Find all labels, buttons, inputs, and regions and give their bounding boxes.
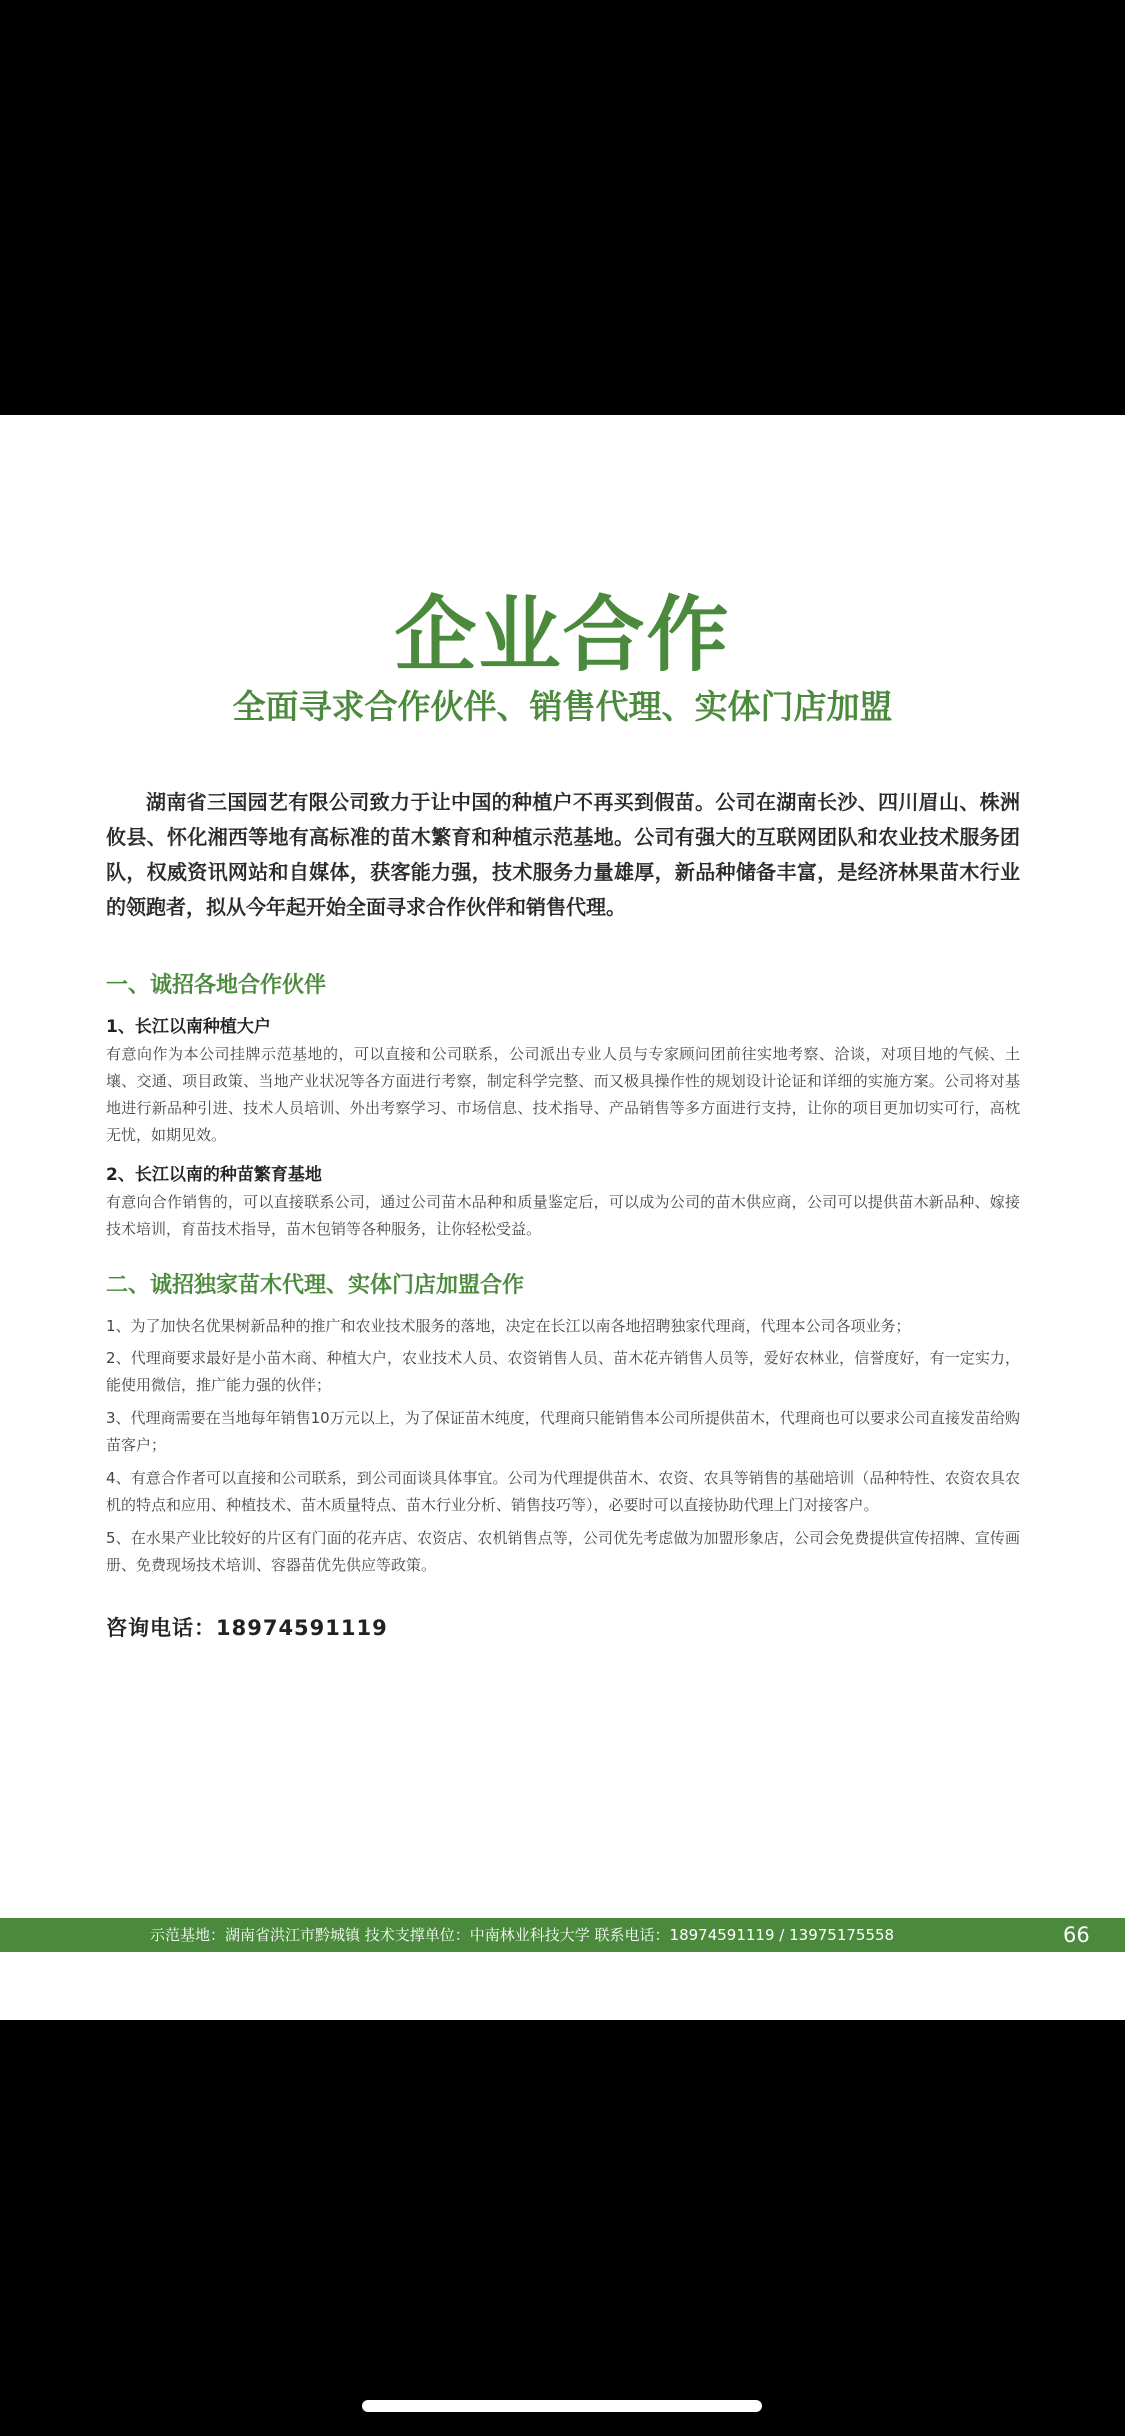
intro-paragraph: 湖南省三国园艺有限公司致力于让中国的种植户不再买到假苗。公司在湖南长沙、四川眉山、株洲攸县、怀化湘西等地有高标准的苗木繁育和种植示范基地。公司有强大的互联网团队和农业技术服务团队，权威资讯网站和自媒体，获客能力强，技术服务力量雄厚，新品种储备丰富，是经济林果苗木行业的领跑者，拟从今年起开始全面寻求合作伙伴和销售代理。 xyxy=(106,790,1020,919)
footer-info: 示范基地：湖南省洪江市黔城镇 技术支撑单位：中南林业科技大学 联系电话：18974591119 / 13975175558 xyxy=(150,1926,895,1944)
page-title: 企业合作 xyxy=(394,588,731,683)
section2-item-3: 3、代理商需要在当地每年销售10万元以上，为了保证苗木纯度，代理商只能销售本公司所提供苗木，代理商也可以要求公司直接发苗给购苗客户； xyxy=(106,1409,1020,1454)
section1-sub1-text: 有意向作为本公司挂牌示范基地的，可以直接和公司联系，公司派出专业人员与专家顾问团前往实地考察、洽谈，对项目地的气候、土壤、交通、项目政策、当地产业状况等各方面进行考察，制定科学完整、而又极具操作性的规划设计论证和详细的实施方案。公司将对基地进行新品种引进、技术人员培训、外出考察学习、市场信息、技术指导、产品销售等多方面进行支持，让你的项目更加切实可行，高枕无忧，如期见效。 xyxy=(106,1045,1020,1144)
contact-phone: 咨询电话：18974591119 xyxy=(106,1616,388,1640)
section2-item-1: 1、为了加快名优果树新品种的推广和农业技术服务的落地，决定在长江以南各地招聘独家代理商，代理本公司各项业务； xyxy=(106,1317,911,1335)
footer-bar xyxy=(0,1918,1125,1952)
section2-heading: 二、诚招独家苗木代理、实体门店加盟合作 xyxy=(106,1273,525,1298)
section1-heading: 一、诚招各地合作伙伴 xyxy=(106,973,327,998)
section2-item-2: 2、代理商要求最好是小苗木商、种植大户，农业技术人员、农资销售人员、苗木花卉销售人员等，爱好农林业，信誉度好，有一定实力，能使用微信，推广能力强的伙伴； xyxy=(106,1349,1020,1394)
page-number: 66 xyxy=(1063,1923,1090,1947)
page-subtitle: 全面寻求合作伙伴、销售代理、实体门店加盟 xyxy=(232,687,893,726)
section1-sub2-text: 有意向合作销售的，可以直接联系公司，通过公司苗木品种和质量鉴定后，可以成为公司的苗木供应商，公司可以提供苗木新品种、嫁接技术培训，育苗技术指导，苗木包销等各种服务，让你轻松受益。 xyxy=(106,1193,1020,1238)
section1-sub1-heading: 1、长江以南种植大户 xyxy=(106,1017,271,1037)
section1-sub2-heading: 2、长江以南的种苗繁育基地 xyxy=(106,1165,322,1185)
section2-item-4: 4、有意合作者可以直接和公司联系，到公司面谈具体事宜。公司为代理提供苗木、农资、农具等销售的基础培训（品种特性、农资农具农机的特点和应用、种植技术、苗木质量特点、苗木行业分析、销售技巧等），必要时可以直接协助代理上门对接客户。 xyxy=(106,1469,1020,1514)
section2-item-5: 5、在水果产业比较好的片区有门面的花卉店、农资店、农机销售点等，公司优先考虑做为加盟形象店，公司会免费提供宣传招牌、宣传画册、免费现场技术培训、容器苗优先供应等政策。 xyxy=(106,1529,1020,1574)
document-page xyxy=(0,415,1125,2020)
home-indicator[interactable] xyxy=(362,2400,762,2412)
